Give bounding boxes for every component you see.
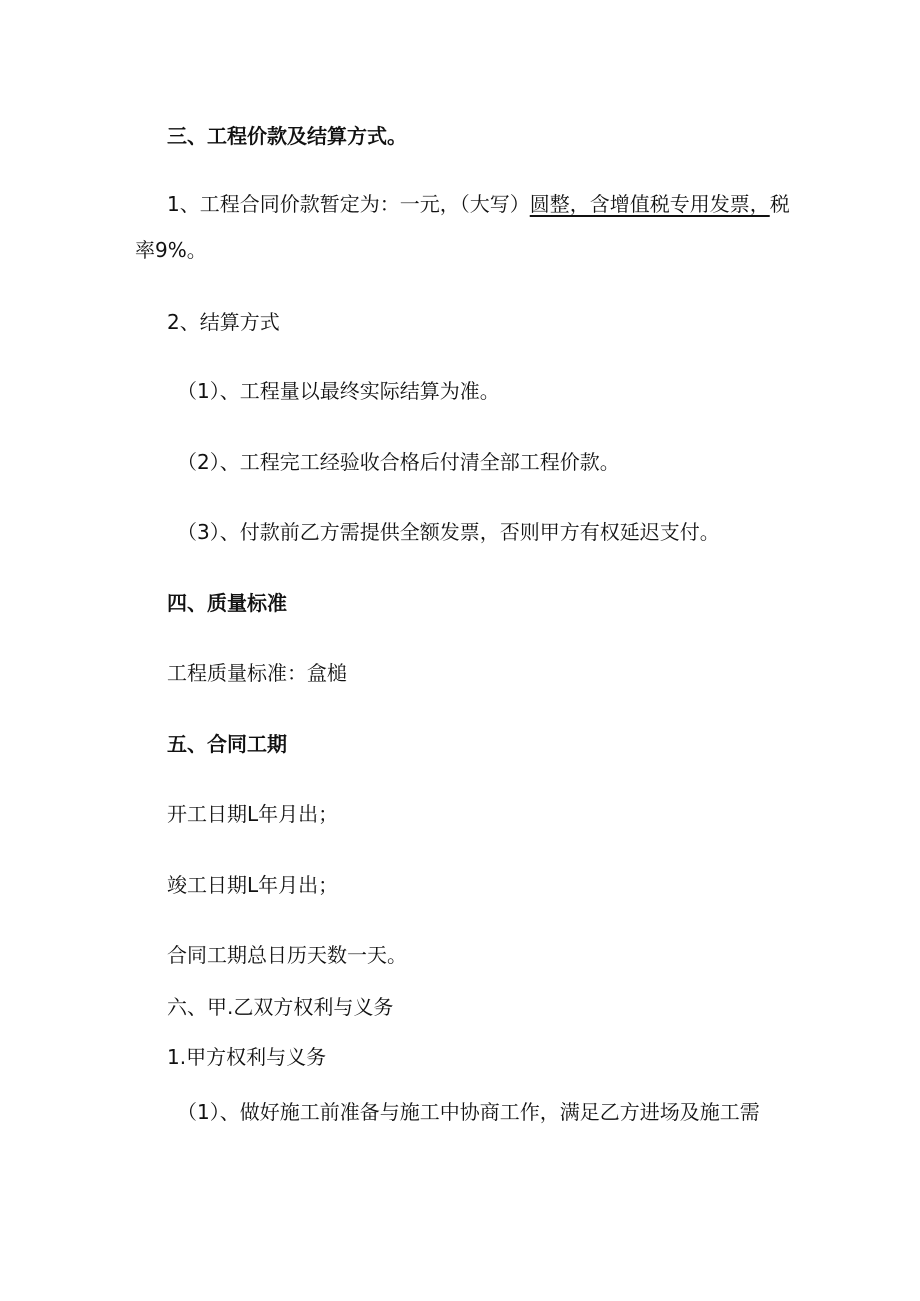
price-clause-suffix: 税 xyxy=(769,192,790,216)
total-duration-text: 合同工期总日历天数一天。 xyxy=(167,943,407,967)
section-6-heading: 六、甲.乙双方权利与义务 xyxy=(167,995,394,1019)
party-a-subheading: 1.甲方权利与义务 xyxy=(167,1045,327,1069)
settlement-heading: 2、结算方式 xyxy=(167,310,280,334)
section-4-heading: 四、质量标准 xyxy=(167,591,287,615)
section-3-item-1-continued: 率9%。 xyxy=(135,238,207,262)
party-a-item-1: （1）、做好施工前准备与施工中协商工作，满足乙方进场及施工需 xyxy=(177,1100,760,1124)
section-3-heading: 三、工程价款及结算方式。 xyxy=(167,124,407,148)
section-5-heading: 五、合同工期 xyxy=(167,732,287,756)
settlement-item-2: （2）、工程完工经验收合格后付清全部工程价款。 xyxy=(177,450,620,474)
section-3-item-1 xyxy=(167,190,790,218)
start-date-text: 开工日期L年月出； xyxy=(167,802,339,826)
completion-date-text: 竣工日期L年月出； xyxy=(167,873,339,897)
price-clause-prefix: 1、工程合同价款暂定为：一元，（大写） xyxy=(167,192,530,216)
quality-standard-text: 工程质量标准：盒槌 xyxy=(167,661,347,685)
settlement-item-3: （3）、付款前乙方需提供全额发票，否则甲方有权延迟支付。 xyxy=(177,520,720,544)
price-clause-underlined: 圆整，含增值税专用发票， xyxy=(529,192,770,216)
settlement-item-1: （1）、工程量以最终实际结算为准。 xyxy=(177,379,500,403)
